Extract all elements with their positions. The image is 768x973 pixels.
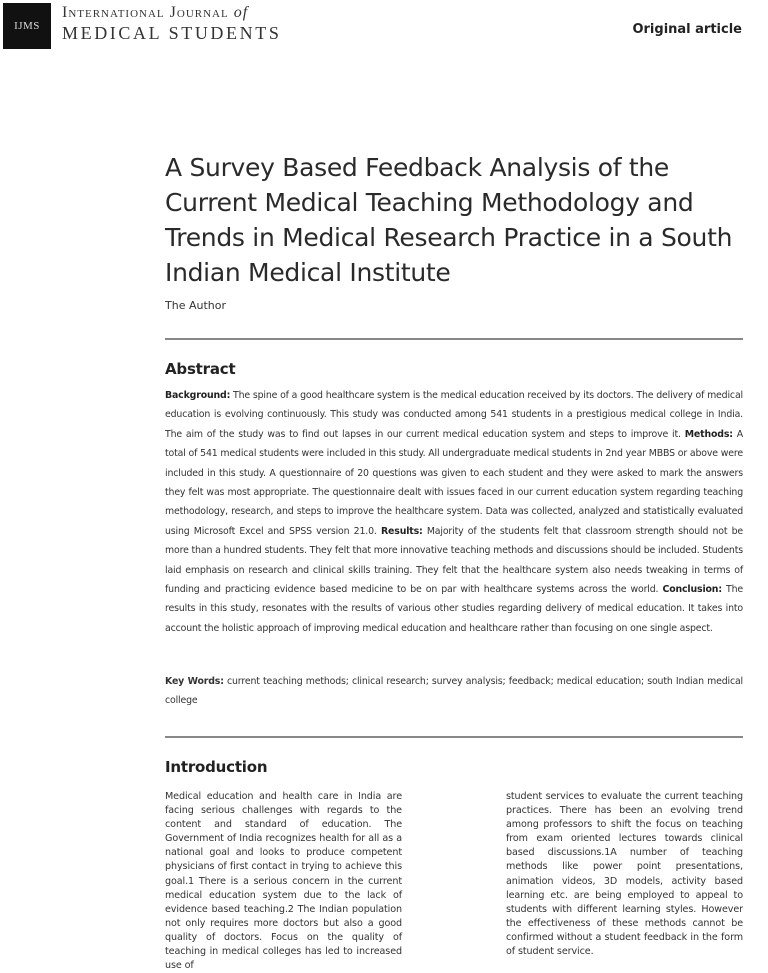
methods-label: Methods: <box>684 428 733 440</box>
background-label: Background: <box>165 390 231 401</box>
journal-name-line1: International Journal of <box>62 4 249 21</box>
introduction-heading: Introduction <box>165 758 268 776</box>
introduction-column-right: student services to evaluate the current teaching practices. There has been an evolving trend among professors to shift the focus on teaching from exam oriented lectures towards clinical based discussions.1A number of teaching methods like power point presentations, animation videos, 3D models, activity based learning etc. are being employed to appeal to students with different learning styles. However the effectiveness of these methods cannot be confirmed without a student feedback in the form of student service. <box>506 791 743 958</box>
journal-logo <box>3 3 51 49</box>
conclusion-label: Conclusion: <box>662 584 722 596</box>
article-author: The Author <box>165 299 226 312</box>
article-type-label: Original article <box>632 22 742 37</box>
logo-text: IJMS <box>14 20 40 32</box>
journal-name <box>62 4 281 44</box>
introduction-column-left: Medical education and health care in India are facing serious challenges with regards to the content and standard of education. The Government of India recognizes health for all as a national goal and looks to produce competent physicians of first contact in trying to achieve this goal.1 There is a serious concern in the current medical education system due to the lack of evidence based teaching.2 The Indian population not only requires more doctors but also a good quality of doctors. Focus on the quality of teaching in medical colleges has led to increased use of <box>165 791 402 972</box>
conclusion-text: The results in this study, resonates with the results of various other studies regarding delivery of medical education. It takes into account the holistic approach of improving medical education and healthcare rather than focusing on one single aspect. <box>165 584 744 634</box>
journal-name-line2: MEDICAL STUDENTS <box>62 23 282 43</box>
keywords-text: current teaching methods; clinical research; survey analysis; feedback; medical education; south Indian medical college <box>165 676 744 707</box>
abstract-body <box>165 386 743 638</box>
keywords <box>165 672 743 711</box>
methods-text: A total of 541 medical students were included in this study. All undergraduate medical students in 2nd year MBBS or above were included in this study. A questionnaire of 20 questions was given to each student and they were asked to mark the answers they felt was most appropriate. The questionnaire dealt with issues faced in our current education system regarding teaching methodology, research, and steps to improve the healthcare system. Data was collected, analyzed and statistically evaluated using Microsoft Excel and SPSS version 21.0. <box>165 428 743 537</box>
divider-introduction <box>165 736 743 738</box>
background-text: The spine of a good healthcare system is the medical education received by its doctors. The delivery of medical education is evolving continuously. This study was conducted among 541 students in a prestigious medical college in India. The aim of the study was to find out lapses in our current medical education system and steps to improve it. <box>165 390 743 440</box>
abstract-heading: Abstract <box>165 360 236 378</box>
results-label: Results: <box>380 525 423 537</box>
article-title: A Survey Based Feedback Analysis of the Current Medical Teaching Methodology and Trends in Medical Research Practice in a South Indian Medical Institute <box>165 153 733 287</box>
keywords-label: Key Words: <box>165 676 224 687</box>
results-text: Majority of the students felt that classroom strength should not be more than a hundred students. They felt that more innovative teaching methods and discussions should be included. Students laid emphasis on research and clinical skills training. They felt that the healthcare system also needs tweaking in terms of funding and practicing evidence based medicine to be on par with healthcare systems across the world. <box>165 525 744 596</box>
divider-abstract <box>165 338 743 340</box>
